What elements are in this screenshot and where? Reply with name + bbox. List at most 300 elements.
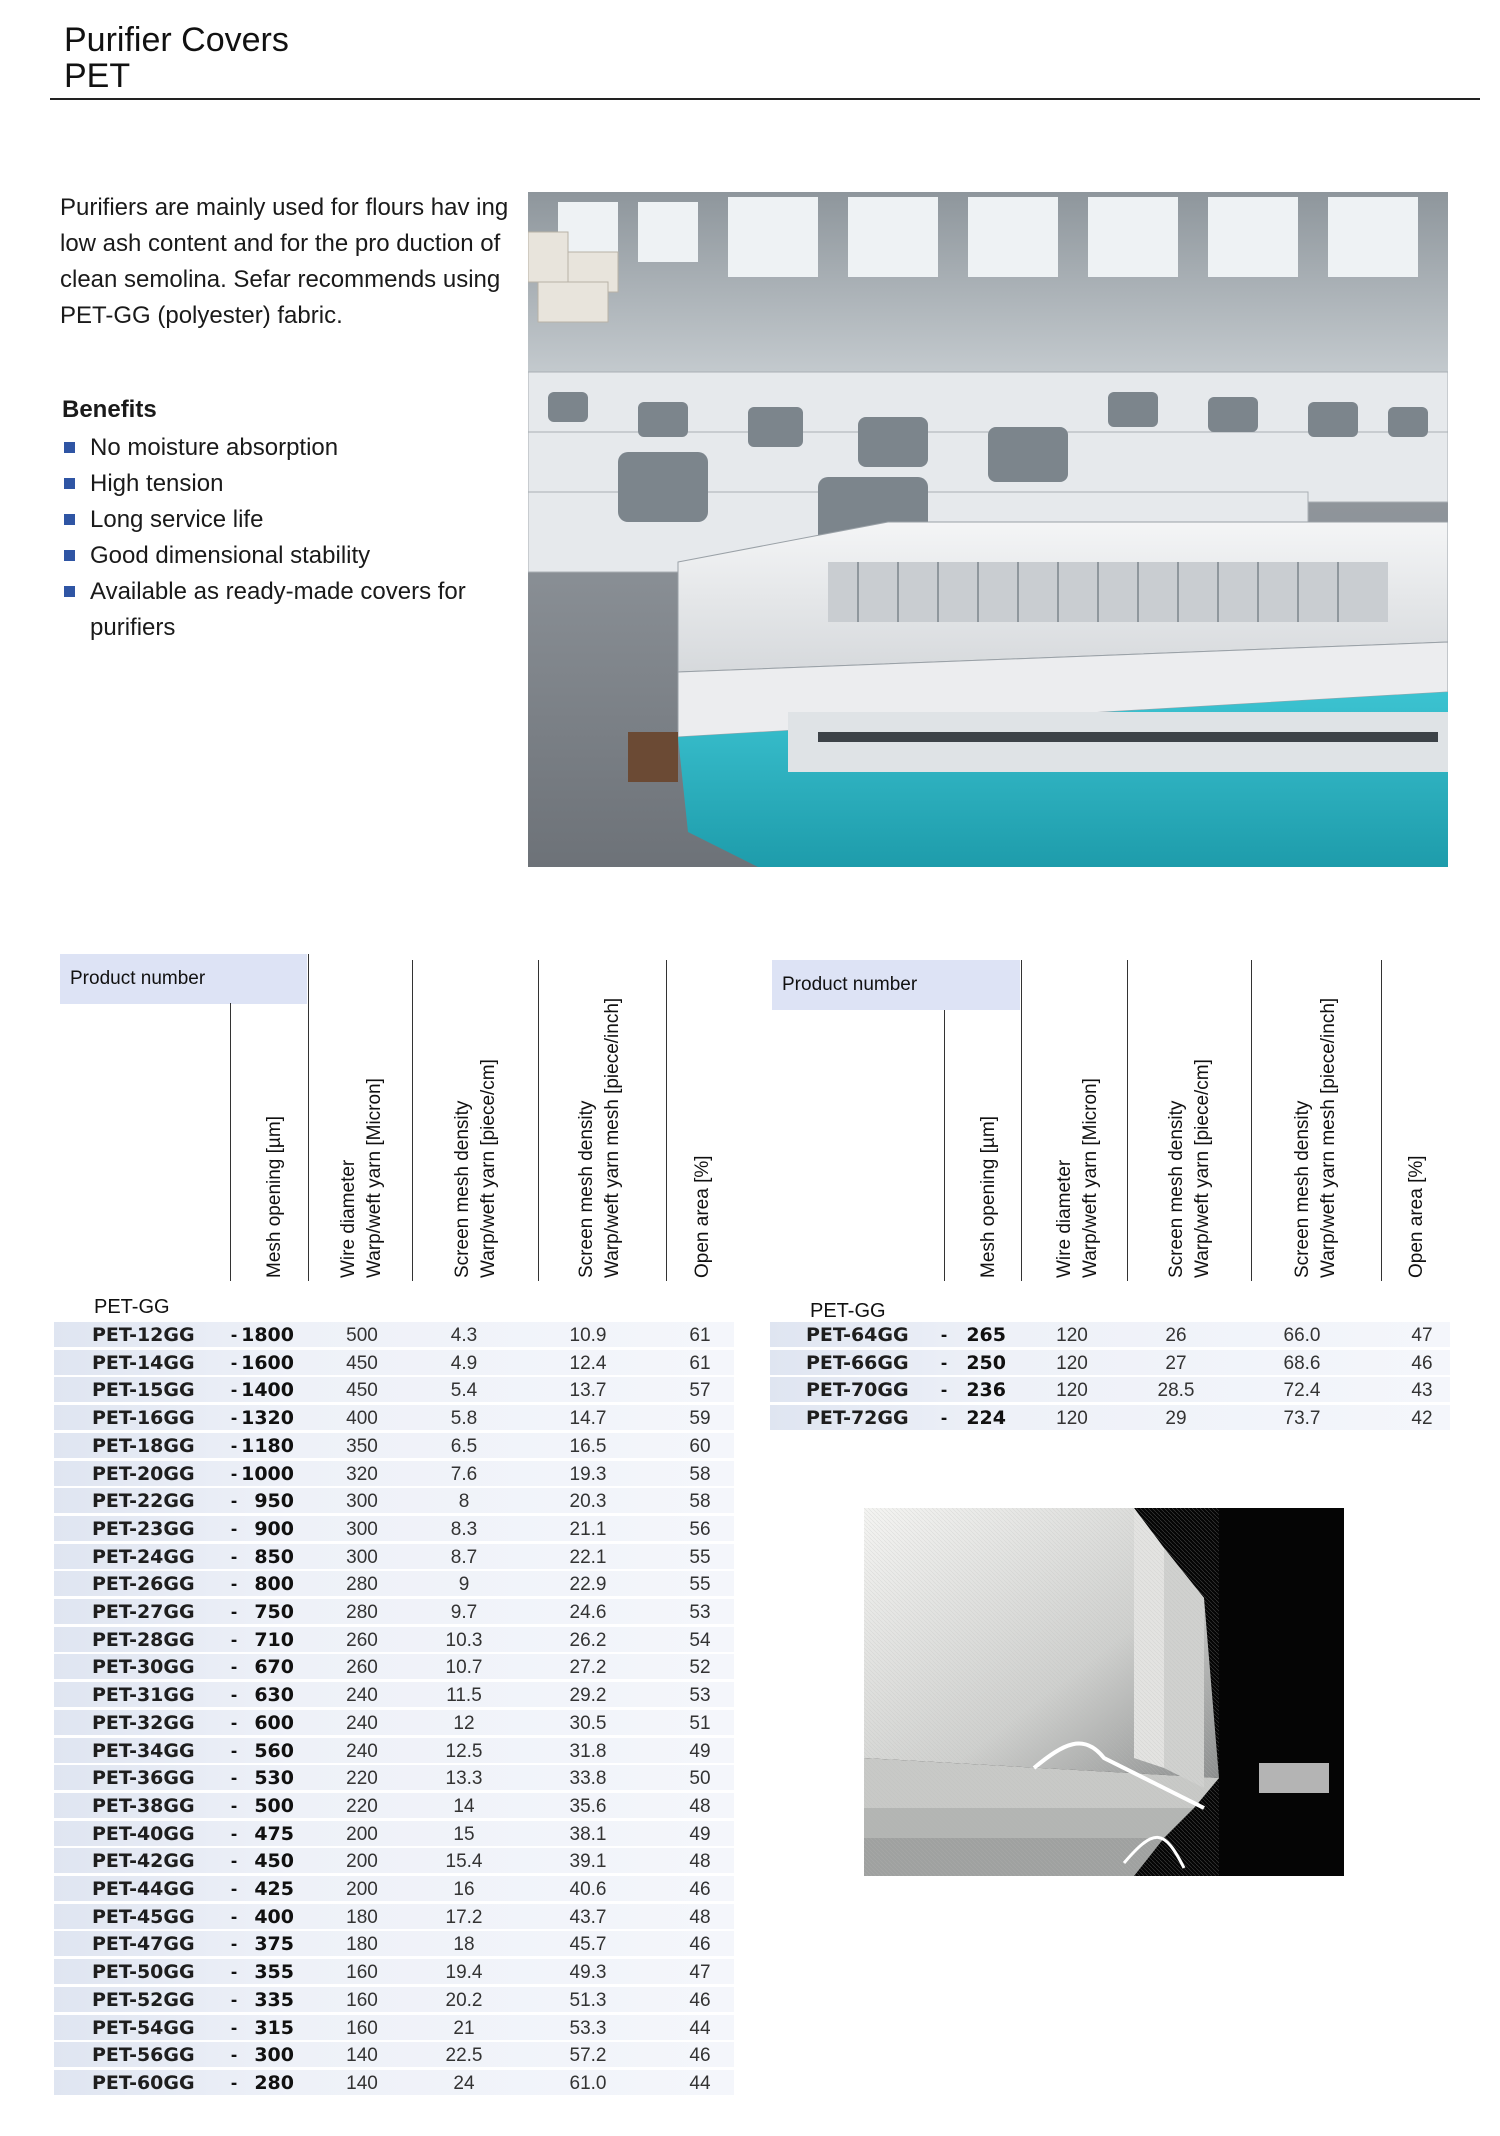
product-number-cell: PET-54GG [92,2016,195,2039]
density-inch-cell: 68.6 [1283,1352,1321,1374]
product-number-cell: PET-56GG [92,2044,195,2067]
open-area-cell: 58 [689,1491,711,1513]
density-inch-cell: 61.0 [569,2072,607,2094]
density-cm-cell: 21 [453,2017,475,2039]
separator-dash: - [940,1380,948,1402]
table-row [54,2015,734,2042]
separator-dash: - [230,1906,238,1928]
col-header-density-cm: Screen mesh density Warp/weft yarn [piece/cm] [452,1059,499,1278]
wire-diameter-cell: 300 [346,1518,378,1540]
wire-diameter-cell: 160 [346,1989,378,2011]
density-inch-cell: 30.5 [569,1712,607,1734]
density-cm-cell: 17.2 [445,1906,483,1928]
wire-diameter-cell: 300 [346,1546,378,1568]
density-cm-cell: 9.7 [450,1602,478,1623]
wire-diameter-cell: 120 [1056,1380,1088,1402]
table-row [770,1405,1450,1432]
open-area-cell: 59 [689,1408,711,1430]
density-cm-cell: 19.4 [445,1962,483,1984]
separator-dash: - [230,1740,238,1762]
open-area-cell: 46 [689,1989,711,2011]
density-inch-cell: 72.4 [1283,1380,1321,1402]
column-divider [1021,960,1022,1281]
density-inch-cell: 27.2 [569,1657,607,1679]
open-area-cell: 47 [1411,1325,1433,1346]
product-number-cell: PET-45GG [92,1905,195,1928]
density-inch-cell: 35.6 [569,1795,607,1817]
mesh-opening-cell: 335 [254,1988,294,2011]
density-cm-cell: 10.7 [445,1657,483,1679]
table-row [770,1377,1450,1404]
square-bullet-icon [64,478,75,489]
open-area-cell: 57 [689,1380,711,1402]
table-row [54,2070,734,2097]
wire-diameter-cell: 260 [346,1629,378,1651]
density-inch-cell: 53.3 [569,2017,607,2039]
density-cm-cell: 5.4 [450,1380,478,1402]
product-number-cell: PET-26GG [92,1573,195,1596]
separator-dash: - [940,1325,948,1346]
wire-diameter-cell: 400 [346,1408,378,1430]
group-label-pet-gg: PET-GG [94,1296,170,1318]
density-inch-cell: 38.1 [569,1823,607,1845]
density-inch-cell: 31.8 [569,1740,607,1762]
separator-dash: - [230,1463,238,1485]
density-cm-cell: 10.3 [445,1629,483,1651]
column-divider [412,960,413,1281]
wire-diameter-cell: 160 [346,1962,378,1984]
product-number-cell: PET-60GG [92,2071,195,2094]
open-area-cell: 42 [1411,1408,1433,1430]
column-divider [1127,960,1128,1281]
product-number-cell: PET-42GG [92,1850,195,1873]
product-number-cell: PET-18GG [92,1434,195,1457]
table-row [54,1488,734,1515]
separator-dash: - [230,1989,238,2011]
density-inch-cell: 26.2 [569,1629,607,1651]
page-title: Purifier Covers [64,21,289,59]
benefits-title: Benefits [62,396,157,423]
density-cm-cell: 16 [453,1879,475,1900]
mesh-opening-cell: 400 [254,1905,294,1928]
wire-diameter-cell: 240 [346,1740,378,1762]
separator-dash: - [230,1491,238,1513]
wire-diameter-cell: 300 [346,1491,378,1513]
density-cm-cell: 4.3 [450,1325,478,1346]
square-bullet-icon [64,514,75,525]
open-area-cell: 52 [689,1657,711,1679]
density-cm-cell: 4.9 [450,1352,478,1374]
density-cm-cell: 13.3 [445,1768,483,1790]
mesh-opening-cell: 710 [254,1628,294,1651]
open-area-cell: 46 [689,1879,711,1900]
density-inch-cell: 40.6 [569,1879,607,1900]
header-divider [50,98,1480,100]
density-cm-cell: 18 [453,1934,475,1956]
fabric-covers-photo [864,1508,1344,1876]
benefit-item: No moisture absorption [62,430,482,466]
wire-diameter-cell: 450 [346,1380,378,1402]
wire-diameter-cell: 180 [346,1906,378,1928]
table-row [54,1821,734,1848]
density-cm-cell: 8 [458,1491,470,1513]
wire-diameter-cell: 350 [346,1435,378,1457]
density-cm-cell: 15.4 [445,1851,483,1873]
wire-diameter-cell: 260 [346,1657,378,1679]
left-data-table [54,1322,734,2102]
open-area-cell: 61 [689,1325,711,1346]
mesh-opening-cell: 850 [254,1545,294,1568]
wire-diameter-cell: 450 [346,1352,378,1374]
density-inch-cell: 24.6 [569,1602,607,1623]
page-subtitle: PET [64,57,131,95]
density-cm-cell: 22.5 [445,2045,483,2067]
density-cm-cell: 11.5 [446,1685,482,1707]
mesh-opening-cell: 900 [254,1517,294,1540]
open-area-cell: 61 [689,1352,711,1374]
wire-diameter-cell: 140 [346,2072,378,2094]
density-inch-cell: 20.3 [569,1491,607,1513]
column-divider [230,1003,231,1281]
mesh-opening-cell: 500 [254,1794,294,1817]
open-area-cell: 50 [689,1768,711,1790]
density-inch-cell: 14.7 [569,1408,607,1430]
mesh-opening-cell: 355 [254,1961,294,1984]
open-area-cell: 46 [689,2045,711,2067]
open-area-cell: 55 [689,1546,711,1568]
density-cm-cell: 26 [1165,1325,1187,1346]
product-number-cell: PET-36GG [92,1767,195,1790]
column-divider [1381,960,1382,1281]
product-number-cell: PET-40GG [92,1822,195,1845]
table-row [54,1848,734,1875]
mesh-opening-cell: 560 [254,1739,294,1762]
mesh-opening-cell: 1800 [241,1324,294,1346]
wire-diameter-cell: 220 [346,1768,378,1790]
col-header-density-inch: Screen mesh density Warp/weft yarn mesh [piece/inch] [1292,997,1339,1278]
table-row [54,1931,734,1958]
wire-diameter-cell: 320 [346,1463,378,1485]
wire-diameter-cell: 120 [1056,1325,1088,1346]
wire-diameter-cell: 280 [346,1602,378,1623]
column-divider [944,1010,945,1281]
separator-dash: - [230,1352,238,1374]
product-number-cell: PET-52GG [92,1988,195,2011]
separator-dash: - [230,1408,238,1430]
page-header [64,22,289,94]
product-number-cell: PET-28GG [92,1628,195,1651]
mesh-opening-cell: 224 [966,1407,1006,1430]
column-divider [538,960,539,1281]
separator-dash: - [230,1768,238,1790]
product-number-cell: PET-27GG [92,1601,195,1623]
density-inch-cell: 21.1 [569,1518,607,1540]
mesh-opening-cell: 670 [254,1656,294,1679]
density-cm-cell: 24 [453,2072,475,2094]
col-header-open-area: Open area [%] [1406,1155,1427,1278]
col-header-mesh-opening: Mesh opening [µm] [978,1116,999,1278]
wire-diameter-cell: 160 [346,2017,378,2039]
table-row [54,1627,734,1654]
separator-dash: - [940,1352,948,1374]
open-area-cell: 47 [689,1962,711,1984]
mesh-opening-cell: 1600 [241,1351,294,1374]
product-number-cell: PET-24GG [92,1545,195,1568]
col-header-mesh-opening: Mesh opening [µm] [264,1116,285,1278]
product-number-cell: PET-12GG [92,1324,195,1346]
density-inch-cell: 43.7 [569,1906,607,1928]
separator-dash: - [230,1712,238,1734]
table-row [54,1710,734,1737]
open-area-cell: 46 [689,1934,711,1956]
table-row [54,1350,734,1377]
density-cm-cell: 5.8 [450,1408,478,1430]
product-number-cell: PET-32GG [92,1711,195,1734]
product-number-header-left: Product number [60,954,307,1004]
separator-dash: - [230,2017,238,2039]
table-row [54,1959,734,1986]
product-number-cell: PET-23GG [92,1517,195,1540]
open-area-cell: 53 [689,1602,711,1623]
density-cm-cell: 9 [458,1574,470,1596]
product-number-cell: PET-34GG [92,1739,195,1762]
open-area-cell: 48 [689,1906,711,1928]
open-area-cell: 60 [689,1435,711,1457]
density-inch-cell: 49.3 [569,1962,607,1984]
table-row [54,1322,734,1349]
separator-dash: - [230,1435,238,1457]
table-row [54,1793,734,1820]
mesh-opening-cell: 950 [254,1490,294,1513]
product-number-cell: PET-15GG [92,1379,195,1402]
separator-dash: - [230,1823,238,1845]
product-number-cell: PET-44GG [92,1878,195,1900]
wire-diameter-cell: 200 [346,1823,378,1845]
density-inch-cell: 73.7 [1283,1408,1321,1430]
open-area-cell: 46 [1411,1352,1433,1374]
col-header-open-area: Open area [%] [692,1155,713,1278]
density-cm-cell: 12.5 [445,1740,483,1762]
col-header-wire-diameter: Wire diameter Warp/weft yarn [Micron] [338,1078,385,1278]
mesh-opening-cell: 1400 [241,1379,294,1402]
separator-dash: - [230,2045,238,2067]
mesh-opening-cell: 530 [254,1767,294,1790]
separator-dash: - [230,1574,238,1596]
density-inch-cell: 22.1 [569,1546,607,1568]
table-row [770,1350,1450,1377]
density-inch-cell: 10.9 [569,1325,607,1346]
product-number-cell: PET-72GG [806,1407,909,1430]
wire-diameter-cell: 280 [346,1574,378,1596]
separator-dash: - [230,1962,238,1984]
separator-dash: - [230,1380,238,1402]
density-inch-cell: 19.3 [569,1463,607,1485]
purifier-machines-photo [528,192,1448,867]
density-inch-cell: 57.2 [569,2045,607,2067]
wire-diameter-cell: 120 [1056,1352,1088,1374]
wire-diameter-cell: 220 [346,1795,378,1817]
density-cm-cell: 12 [453,1712,475,1734]
density-inch-cell: 29.2 [569,1685,607,1707]
density-inch-cell: 33.8 [569,1768,607,1790]
square-bullet-icon [64,442,75,453]
open-area-cell: 48 [689,1851,711,1873]
density-inch-cell: 51.3 [569,1989,607,2011]
open-area-cell: 49 [689,1823,711,1845]
mesh-opening-cell: 236 [966,1379,1006,1402]
column-divider [666,960,667,1281]
open-area-cell: 48 [689,1795,711,1817]
mesh-opening-cell: 600 [254,1711,294,1734]
table-row [54,1682,734,1709]
table-row [770,1322,1450,1349]
wire-diameter-cell: 240 [346,1712,378,1734]
open-area-cell: 54 [689,1629,711,1651]
separator-dash: - [230,1934,238,1956]
separator-dash: - [230,2072,238,2094]
mesh-opening-cell: 375 [254,1933,294,1956]
separator-dash: - [230,1657,238,1679]
open-area-cell: 55 [689,1574,711,1596]
open-area-cell: 56 [689,1518,711,1540]
wire-diameter-cell: 180 [346,1934,378,1956]
mesh-opening-cell: 475 [254,1822,294,1845]
density-inch-cell: 12.4 [569,1352,607,1374]
product-number-cell: PET-20GG [92,1462,195,1485]
open-area-cell: 51 [689,1712,711,1734]
separator-dash: - [230,1685,238,1707]
open-area-cell: 43 [1411,1380,1433,1402]
table-row [54,1461,734,1488]
density-inch-cell: 16.5 [569,1435,607,1457]
separator-dash: - [230,1795,238,1817]
mesh-opening-cell: 315 [254,2016,294,2039]
table-row [54,1599,734,1626]
separator-dash: - [230,1518,238,1540]
group-label-pet-gg: PET-GG [810,1300,886,1322]
column-divider [1251,960,1252,1281]
mesh-opening-cell: 280 [254,2071,294,2094]
product-number-cell: PET-38GG [92,1794,195,1817]
product-number-cell: PET-22GG [92,1490,195,1513]
table-row [54,1765,734,1792]
right-data-table [770,1322,1450,1442]
mesh-opening-cell: 425 [254,1878,294,1900]
density-cm-cell: 6.5 [450,1435,478,1457]
wire-diameter-cell: 200 [346,1879,378,1900]
benefit-item: Good dimensional stability [62,538,482,574]
density-cm-cell: 29 [1165,1408,1187,1430]
table-row [54,1405,734,1432]
mesh-opening-cell: 800 [254,1573,294,1596]
product-number-cell: PET-14GG [92,1351,195,1374]
col-header-wire-diameter: Wire diameter Warp/weft yarn [Micron] [1054,1078,1101,1278]
product-number-cell: PET-64GG [806,1324,909,1346]
table-row [54,1544,734,1571]
density-inch-cell: 22.9 [569,1574,607,1596]
benefit-item: High tension [62,466,482,502]
separator-dash: - [230,1851,238,1873]
product-number-cell: PET-70GG [806,1379,909,1402]
mesh-opening-cell: 750 [254,1601,294,1623]
open-area-cell: 58 [689,1463,711,1485]
square-bullet-icon [64,550,75,561]
separator-dash: - [940,1408,948,1430]
mesh-opening-cell: 630 [254,1684,294,1707]
density-inch-cell: 13.7 [569,1380,607,1402]
table-row [54,1904,734,1931]
table-row [54,1738,734,1765]
product-number-cell: PET-30GG [92,1656,195,1679]
mesh-opening-cell: 450 [254,1850,294,1873]
open-area-cell: 49 [689,1740,711,1762]
open-area-cell: 44 [689,2072,711,2094]
product-number-cell: PET-31GG [92,1684,195,1707]
separator-dash: - [230,1879,238,1900]
open-area-cell: 53 [689,1685,711,1707]
intro-paragraph: Purifiers are mainly used for flours hav ing low ash content and for the pro duction of clean semolina. Sefar recommends using PET-GG (polyester) fabric. [60,194,509,329]
square-bullet-icon [64,586,75,597]
separator-dash: - [230,1629,238,1651]
mesh-opening-cell: 1180 [241,1434,294,1457]
product-number-cell: PET-66GG [806,1351,909,1374]
table-row [54,2042,734,2069]
wire-diameter-cell: 240 [346,1685,378,1707]
density-cm-cell: 15 [453,1823,475,1845]
product-number-cell: PET-50GG [92,1961,195,1984]
density-cm-cell: 8.7 [450,1546,478,1568]
separator-dash: - [230,1325,238,1346]
product-number-header-right: Product number [772,960,1020,1010]
table-row [54,1377,734,1404]
density-cm-cell: 7.6 [450,1463,478,1485]
mesh-opening-cell: 265 [966,1324,1006,1346]
benefits-list [62,430,482,646]
table-row [54,1876,734,1903]
mesh-opening-cell: 1000 [241,1462,294,1485]
density-cm-cell: 14 [453,1795,475,1817]
density-cm-cell: 28.5 [1157,1380,1195,1402]
open-area-cell: 44 [689,2017,711,2039]
col-header-density-cm: Screen mesh density Warp/weft yarn [piece/cm] [1166,1059,1213,1278]
col-header-density-inch: Screen mesh density Warp/weft yarn mesh [piece/inch] [576,997,623,1278]
wire-diameter-cell: 120 [1056,1408,1088,1430]
wire-diameter-cell: 140 [346,2045,378,2067]
mesh-opening-cell: 1320 [241,1407,294,1430]
product-number-cell: PET-16GG [92,1407,195,1430]
benefit-item: Long service life [62,502,482,538]
table-row [54,1571,734,1598]
table-row [54,1433,734,1460]
product-number-cell: PET-47GG [92,1933,195,1956]
density-cm-cell: 20.2 [445,1989,483,2011]
wire-diameter-cell: 500 [346,1325,378,1346]
table-row [54,1516,734,1543]
separator-dash: - [230,1546,238,1568]
table-row [54,1654,734,1681]
wire-diameter-cell: 200 [346,1851,378,1873]
separator-dash: - [230,1602,238,1623]
mesh-opening-cell: 250 [966,1351,1006,1374]
column-divider [308,954,309,1281]
table-row [54,1987,734,2014]
mesh-opening-cell: 300 [254,2044,294,2067]
benefit-item: Available as ready-made covers for purifiers [62,574,482,646]
density-cm-cell: 27 [1165,1352,1187,1374]
density-inch-cell: 39.1 [569,1851,607,1873]
density-inch-cell: 66.0 [1283,1325,1321,1346]
density-cm-cell: 8.3 [450,1518,478,1540]
